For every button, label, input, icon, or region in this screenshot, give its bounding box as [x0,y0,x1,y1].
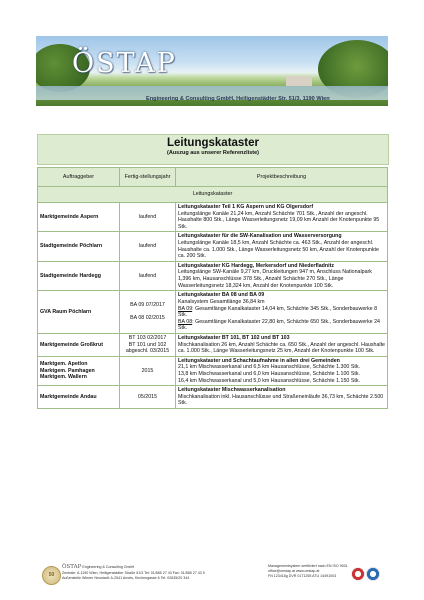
year-value: laufend [138,243,157,250]
client-name: Marktgem. Wallern [40,374,87,381]
section-row [38,187,388,203]
table-row [38,232,388,261]
reference-table [37,167,388,409]
project-title: Leitungskataster Teil 1 KG Aspern und KG Olgersdorf [178,204,314,210]
year-value: BA 08 02/2015 [130,315,165,322]
client-name: Marktgem. Pamhagen [40,367,95,374]
year-cell [120,203,176,232]
year-cell [120,386,176,409]
project-details: Mischkanalisation inkl. Hausanschlüsse und Straßeneinläufe 36,73 km, Schächte 2.500 Stk. [178,393,384,407]
project-title: Leitungskataster KG Hardegg, Merkersdorf und Niederfladnitz [178,262,334,269]
table-row [38,203,388,232]
project-details: Leitungslänge Kanäle 21,24 km, Anzahl Schächte 701 Stk., Anzahl der angeschl. Haushalte 800 Stk., Länge Wasserleitungsnetz 19,09 km Anzahl der Knotenpunkte 95 Stk. [178,210,380,230]
project-title: Leitungskataster und Schachtaufnahme in allen drei Gemeinden [178,357,340,364]
footer-line: Zentrale: A-1190 Wien, Heiligenstädter Straße 51/3 Tel: 01/585 27 43 Fax: 01/585 27 43 9 [62,571,205,576]
phase-label: BA 08 [178,318,193,325]
client-cell: Marktgemeinde Aspern [38,203,120,232]
footer-address [62,564,232,581]
client-cell [38,356,120,385]
description-cell [176,291,388,334]
client-cell: Stadtgemeinde Hardegg [38,261,120,290]
footer-line: Außenstelle Wiener Neustadt: A-2541 Ameis, Kirchengasse 6 Tel: 02635/20 344 [62,576,190,581]
project-title: Leitungskataster BT 101, BT 102 und BT 103 [178,334,290,341]
company-address: Engineering & Consulting GmbH, Heiligenstädter Str. 51/3, 1190 Wien [146,96,330,102]
description-cell [176,232,388,261]
certification-icon [366,567,380,581]
footer-contact [268,564,358,579]
certification-badges [350,567,380,586]
year-value: BA 09 07/2017 [130,302,165,309]
footer [36,564,388,588]
footer-brand-tail: Engineering & Consulting GmbH [81,565,135,569]
year-cell [120,333,176,356]
phase-details: : Gesamtlänge Kanalkataster 22,80 km, Schächte 650 Stk., Sonderbauwerke 24 Stk. [178,318,380,332]
project-details: 21,1 km Mischwasserkanal und 6,5 km Hausanschlüsse, Schächte 1.300 Stk. [178,364,360,371]
table-row [38,356,388,385]
project-details: Mischkanalisation 26 km, Anzahl Schächte ca. 650 Stk., Anzahl der angeschl. Haushalte ca. 1.000 Stk., Länge Wasserleitungsnetz 25 km, Anzahl der Knotenpunkte 100 Stk. [178,341,385,355]
page-subtitle: (Auszug aus unserer Referenzliste) [167,150,259,156]
column-header: Auftraggeber [38,168,120,187]
year-value: abgeschl. 03/2015 [125,348,170,355]
project-details [178,306,385,319]
description-cell [176,203,388,232]
year-cell [120,356,176,385]
footer-line: Managementsystem zertifiziert nach EN ISO 9001 [268,564,348,568]
phase-label: BA 09 [178,305,193,312]
description-cell [176,386,388,409]
project-details: Leitungslänge SW-Kanäle 9,27 km, Druckleitungen 947 m, Anschluss Nationalpark 1,396 km, Hausanschlüsse 378 Stk., Anzahl Schächte 270 Stk., Länge Wasserleitungsnetz 18,324 km, Anzahl der Knotenpunkte 100 Stk. [178,269,372,289]
table-row [38,291,388,334]
footer-brand: ÖSTAP [62,564,82,570]
house-illustration [286,76,312,86]
title-box [37,134,389,165]
year-cell [120,261,176,290]
year-value [122,309,173,316]
year-value: BT 101 und 102 [128,341,167,348]
table-header-row [38,168,388,187]
client-cell: Stadtgemeinde Pöchlarn [38,232,120,261]
year-value: laufend [138,272,157,279]
phase-details: Kanalsystem Gesamtlänge 36,84 km [178,298,265,305]
project-details: 16,4 km Mischwasserkanal und 5,0 km Hausanschlüsse, Schächte 1.150 Stk. [178,377,360,384]
table-row [38,333,388,356]
description-cell [176,356,388,385]
description-cell [176,261,388,290]
project-details: 13,8 km Mischwasserkanal und 6,0 km Hausanschlüsse, Schächte 1.100 Stk. [178,371,360,378]
column-header: Fertig-stellungsjahr [120,168,176,187]
certification-icon [351,567,365,581]
page-title: Leitungskataster [166,137,260,149]
project-title: Leitungskataster BA 08 und BA 09 [178,292,265,299]
project-title: Leitungskataster Mischwasserkanalisation [178,387,286,394]
table-row [38,386,388,409]
project-details [178,299,385,306]
year-cell [120,291,176,334]
table-row [38,261,388,290]
client-cell: Marktgemeinde Großkrut [38,333,120,356]
project-title: Leitungskataster für die SW-Kanalisation und Wasserversorgung [178,233,342,240]
client-cell: GVA Raum Pöchlarn [38,291,120,334]
description-cell [176,333,388,356]
section-label: Leitungskataster [38,187,388,203]
year-cell [120,232,176,261]
year-value: laufend [138,213,157,220]
anniversary-seal: 50 [42,566,61,585]
client-name: Marktgem. Apetlon [40,361,88,368]
project-details [178,319,385,332]
footer-line: FN 123416g DVR 0171255 ATU 14491003 [268,573,337,578]
client-cell: Marktgemeinde Andau [38,386,120,409]
column-header: Projektbeschreibung [176,168,388,187]
year-value: 05/2015 [137,393,158,400]
footer-line: office@oestap.at www.oestap.at [268,568,320,573]
year-value: BT 103 02/2017 [128,334,167,341]
year-value: 2015 [141,367,154,374]
project-details: Leitungslänge Kanäle 18,5 km, Anzahl Schächte ca. 463 Stk., Anzahl der angeschl. Haushalte ca. 1.000 Stk., Länge Wasserleitungsnetz 50 km, Anzahl der Knotenpunkte ca. 200 Stk. [178,240,379,260]
company-logo: ÖSTAP [72,48,177,79]
phase-details: : Gesamtlänge Kanalkataster 14,04 km, Schächte 345 Stk., Sonderbauwerke 8 Stk. [178,305,378,319]
